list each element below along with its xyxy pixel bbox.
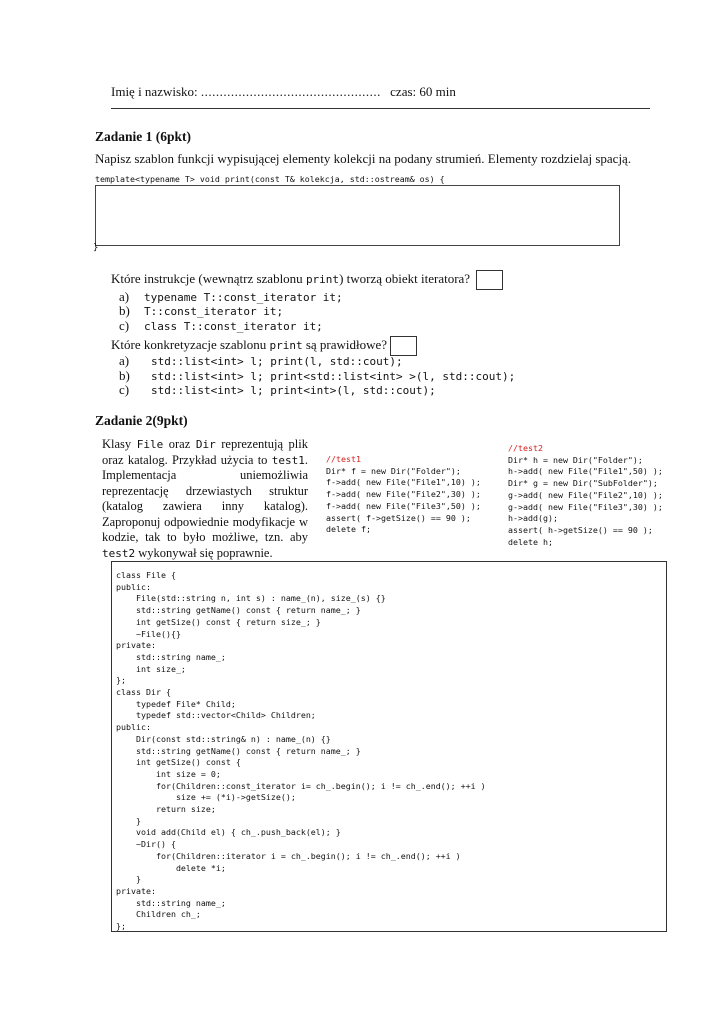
class-code-listing: class File { public: File(std::string n, int s) : name_(n), size_(s) {} std::string getName() const { return name_; } int getSize() const { return size_; } ~File(){} private: std::string name_; int size_; }; class Dir { typedef File* Child; typedef std::vector<Child> Children; public: Dir(const std::string& n) : name_(n) {} std::string getName() const { return name_; } int getSize() const { int size = 0; for(Children::const_iterator i= ch_.begin(); i != ch_.end(); ++i ) size += (*i)->getSize(); return size; } void add(Child el) { ch_.push_back(el); } ~Dir() { for(Children::iterator i = ch_.begin(); i != ch_.end(); ++i ) delete *i; } private: std::string name_; Children ch_; }; — [116, 570, 486, 932]
question1-text-after: ) tworzą obiekt iteratora? — [339, 270, 471, 286]
option-code: T::const_iterator it; — [144, 305, 284, 318]
question2-text-after: są prawidłowe? — [305, 336, 388, 352]
question1 — [111, 270, 503, 290]
name-and-time-line — [111, 84, 456, 100]
question1-answer-box[interactable] — [476, 270, 503, 290]
task1-title: Zadanie 1 (6pkt) — [95, 129, 192, 144]
option-label: b) — [119, 368, 130, 383]
option-label: a) — [119, 353, 130, 368]
question1-option-b — [119, 303, 283, 319]
test2-block — [508, 443, 663, 548]
option-code: class T::const_iterator it; — [144, 320, 323, 333]
name-label: Imię i nazwisko: — [111, 84, 198, 99]
option-label: c) — [119, 318, 130, 333]
task1-answer-box[interactable] — [95, 185, 620, 246]
task2-text-part: . Implementacja uniemożliwia reprezentację drzewiastych struktur (katalog zawiera inny katalog). Zaproponuj odpowiednie modyfikacje w kodzie, tak to było możliwe, tzn. aby — [102, 452, 308, 544]
task2-text-part: Klasy — [102, 437, 137, 451]
test1-code: Dir* f = new Dir("Folder"); f->add( new File("File1",10) ); f->add( new File("File2",30) ); f->add( new File("File3",50) ); assert( f->getSize() == 90 ); delete f; — [326, 465, 481, 535]
header-divider — [111, 108, 650, 109]
task2-code-test1: test1 — [271, 453, 305, 467]
task2-title: Zadanie 2(9pkt) — [95, 413, 188, 428]
question2-option-c — [119, 382, 436, 398]
task2-code-test2: test2 — [102, 546, 136, 560]
task2-text-part: wykonywał się poprawnie. — [135, 545, 273, 560]
option-label: b) — [119, 303, 130, 318]
task2-code-dir: Dir — [195, 438, 216, 451]
option-code: std::list<int> l; print<std::list<int> >(l, std::cout); — [151, 370, 516, 383]
question2-code: print — [269, 338, 303, 352]
task1-closing-brace: } — [93, 243, 99, 253]
question2-option-a — [119, 353, 403, 369]
option-code: typename T::const_iterator it; — [144, 291, 343, 304]
question1-code: print — [305, 272, 340, 286]
test1-label: //test1 — [326, 454, 361, 464]
task1-function-signature: template<typename T> void print(const T& kolekcja, std::ostream& os) { — [95, 174, 445, 184]
question1-text-before: Które instrukcje (wewnątrz szablonu — [111, 270, 303, 286]
test1-block — [326, 454, 481, 536]
option-code: std::list<int> l; print(l, std::cout); — [151, 355, 403, 368]
option-label: c) — [119, 382, 130, 397]
question1-option-c — [119, 318, 323, 334]
task2-text-part: oraz — [163, 437, 196, 451]
task2-instructions — [102, 437, 308, 561]
test2-code: Dir* h = new Dir("Folder"); h->add( new File("File1",50) ); Dir* g = new Dir("SubFolder"); g->add( new File("File2",10) ); g->add( new File("File3",30) ); h->add(g); assert( h->getSize() == 90 ); delete h; — [508, 454, 663, 547]
task2-text-part: reprezentują plik oraz katalog. Przykład użycia to — [102, 437, 308, 467]
time-label: czas: 60 min — [390, 84, 456, 99]
task2-code-file: File — [136, 438, 164, 451]
option-code: std::list<int> l; print<int>(l, std::cout); — [151, 384, 436, 397]
name-fill-dots[interactable]: ................................................ — [200, 84, 381, 99]
task1-instructions: Napisz szablon funkcji wypisującej elementy kolekcji na podany strumień. Elementy rozdzielaj spacją. — [95, 151, 632, 166]
test2-label: //test2 — [508, 443, 543, 453]
question2-text-before: Które konkretyzacje szablonu — [111, 336, 267, 352]
option-label: a) — [119, 289, 130, 304]
